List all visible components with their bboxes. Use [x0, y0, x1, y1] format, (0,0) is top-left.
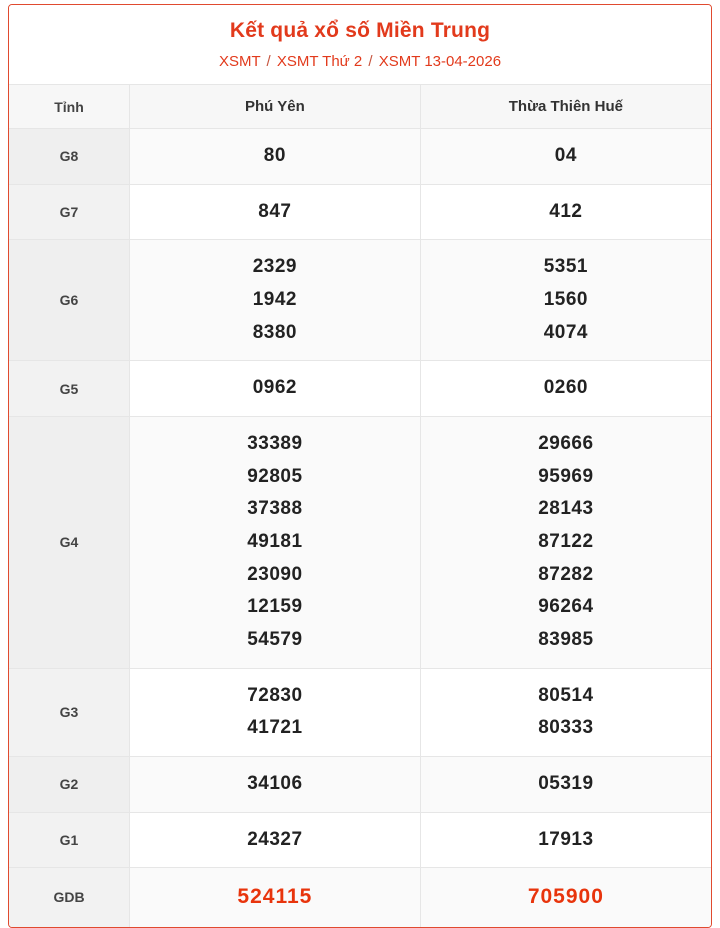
- cell-thua-thien-hue: [420, 184, 711, 240]
- column-header-province: Tỉnh: [9, 85, 130, 129]
- lottery-number: 80514: [538, 684, 594, 706]
- lottery-number: 80333: [538, 717, 594, 739]
- cell-phu-yen: [130, 129, 421, 185]
- cell-thua-thien-hue: [420, 868, 711, 927]
- lottery-number: 04: [554, 145, 577, 166]
- lottery-number: 1560: [543, 289, 589, 311]
- lottery-number: 33389: [247, 433, 303, 455]
- lottery-number: 87282: [538, 563, 594, 585]
- lottery-number: 95969: [538, 465, 594, 487]
- cell-phu-yen: [130, 868, 421, 927]
- cell-thua-thien-hue: [420, 757, 711, 813]
- cell-thua-thien-hue: [420, 129, 711, 185]
- lottery-number: 87122: [538, 531, 594, 553]
- lottery-number: 72830: [247, 684, 303, 706]
- lottery-number: 41721: [247, 717, 303, 739]
- lottery-number: 847: [258, 200, 292, 222]
- column-header-phu-yen: Phú Yên: [130, 85, 421, 129]
- lottery-number: 2329: [252, 256, 298, 278]
- card-header: [9, 5, 711, 84]
- breadcrumb-separator: /: [266, 53, 271, 70]
- lottery-number: 1942: [252, 289, 298, 311]
- lottery-number: 524115: [237, 885, 313, 909]
- cell-thua-thien-hue: [420, 417, 711, 669]
- table-row: [9, 240, 711, 361]
- cell-thua-thien-hue: [420, 812, 711, 868]
- lottery-number: 0260: [543, 377, 589, 399]
- lottery-number: 80: [263, 145, 286, 166]
- prize-label: G8: [9, 129, 130, 185]
- results-table: [9, 84, 711, 927]
- lottery-number: 28143: [538, 498, 594, 520]
- cell-phu-yen: [130, 417, 421, 669]
- prize-label: G6: [9, 240, 130, 361]
- breadcrumb: [17, 53, 703, 70]
- prize-label: G1: [9, 812, 130, 868]
- lottery-number: 8380: [252, 321, 298, 343]
- table-row: [9, 757, 711, 813]
- cell-phu-yen: [130, 668, 421, 756]
- table-row: [9, 812, 711, 868]
- prize-label: G3: [9, 668, 130, 756]
- column-header-thua-thien-hue: Thừa Thiên Huế: [420, 85, 711, 129]
- lottery-number: 705900: [527, 885, 604, 909]
- cell-phu-yen: [130, 757, 421, 813]
- lottery-result-card: [8, 4, 712, 928]
- lottery-number: 23090: [247, 563, 303, 585]
- table-header-row: [9, 85, 711, 129]
- breadcrumb-item-date[interactable]: XSMT 13-04-2026: [378, 53, 502, 70]
- results-table-head: [9, 85, 711, 129]
- lottery-number: 49181: [247, 531, 303, 553]
- lottery-number: 24327: [247, 828, 303, 850]
- table-row: [9, 668, 711, 756]
- lottery-number: 12159: [247, 596, 303, 618]
- lottery-number: 54579: [247, 629, 303, 651]
- prize-label: GDB: [9, 868, 130, 927]
- prize-label: G2: [9, 757, 130, 813]
- lottery-number: 37388: [247, 498, 303, 520]
- table-row: [9, 417, 711, 669]
- table-row: [9, 361, 711, 417]
- cell-phu-yen: [130, 184, 421, 240]
- breadcrumb-item-weekday[interactable]: XSMT Thứ 2: [276, 53, 363, 70]
- cell-thua-thien-hue: [420, 240, 711, 361]
- lottery-number: 412: [549, 200, 583, 222]
- breadcrumb-item-region[interactable]: XSMT: [218, 53, 261, 70]
- lottery-number: 4074: [543, 321, 589, 343]
- lottery-number: 29666: [538, 433, 594, 455]
- cell-phu-yen: [130, 812, 421, 868]
- cell-thua-thien-hue: [420, 361, 711, 417]
- prize-label: G7: [9, 184, 130, 240]
- cell-phu-yen: [130, 240, 421, 361]
- prize-label: G5: [9, 361, 130, 417]
- table-row: [9, 184, 711, 240]
- cell-thua-thien-hue: [420, 668, 711, 756]
- prize-label: G4: [9, 417, 130, 669]
- lottery-number: 05319: [538, 773, 594, 795]
- table-row: [9, 868, 711, 927]
- lottery-number: 0962: [252, 377, 298, 399]
- lottery-number: 83985: [538, 629, 594, 651]
- breadcrumb-separator: /: [368, 53, 373, 70]
- results-table-body: [9, 129, 711, 927]
- page-title: Kết quả xổ số Miền Trung: [229, 19, 491, 42]
- lottery-number: 34106: [247, 773, 303, 795]
- table-row: [9, 129, 711, 185]
- cell-phu-yen: [130, 361, 421, 417]
- lottery-number: 92805: [247, 465, 303, 487]
- lottery-number: 5351: [543, 256, 589, 278]
- lottery-number: 96264: [538, 596, 594, 618]
- lottery-number: 17913: [538, 828, 594, 850]
